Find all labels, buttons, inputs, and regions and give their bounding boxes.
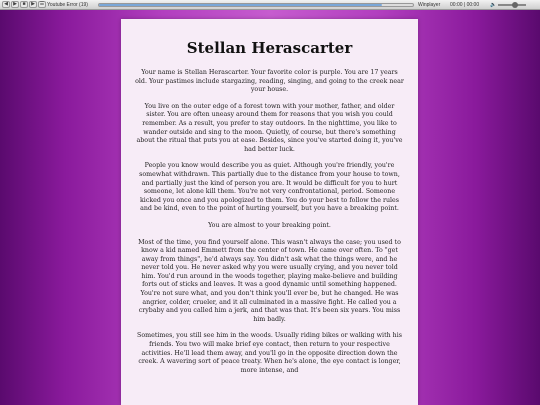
track-title: Youtube Error (19) [47, 2, 88, 8]
paragraph: You live on the outer edge of a forest town with your mother, father, and older sister. You are often uneasy around them for reasons that you wish you could remember. As a result, you prefer to stay outdoors. In the nighttime, you like to wander outside and sing to the moon. Quietly, of course, but there's something about the ritual that puts you at ease. Besides, since you've started doing it, you've had better luck. [136, 102, 403, 153]
volume-icon[interactable]: 🔈 [490, 2, 497, 8]
stop-button[interactable]: ■ [20, 1, 28, 8]
play-button[interactable]: ▶ [11, 1, 19, 8]
paragraph: You are almost to your breaking point. [208, 221, 331, 229]
seek-fill [99, 4, 382, 6]
rewind-button[interactable]: ◀ [2, 1, 10, 8]
volume-slider[interactable] [498, 4, 526, 6]
menu-button[interactable]: ☰ [39, 1, 45, 7]
seek-bar[interactable] [98, 3, 414, 7]
paragraph: Sometimes, you still see him in the woods. Usually riding bikes or walking with his friends. You two will make brief eye contact, then return to your respective activities. He'll lead them away, and you'll go in the opposite direction down the creek. A wavering sort of peace treaty. When he's alone, the eye contact is longer, more intense, and [137, 332, 402, 374]
page-title: Stellan Herascarter [186, 39, 353, 57]
forward-button[interactable]: ▶ [29, 1, 37, 8]
paragraph: Your name is Stellan Herascarter. Your favorite color is purple. You are 17 years old. Your pastimes include stargazing, reading, singing, and going to the creek near your house. [135, 69, 404, 94]
paragraph: People you know would describe you as quiet. Although you're friendly, you're somewhat withdrawn. This partially due to the distance from your house to town, and partially just the kind of person you are. It would be difficult for you to hurt someone, let alone kill them. You're not very confrontational, period. Someone kicked you once and you apologized to them. You do your best to follow the rules and be kind, even to the point of hurting yourself, but you have a breaking point. [139, 162, 400, 213]
content-page [121, 19, 418, 405]
player-app-name: Winplayer [418, 2, 441, 8]
time-readout: 00:00 | 00:00 [450, 2, 480, 8]
volume-knob[interactable] [512, 2, 518, 8]
media-player-bar [0, 0, 540, 10]
paragraph: Most of the time, you find yourself alone. This wasn't always the case; you used to know a kid named Emmett from the center of town. He came over often. To "get away from things", he'd always say. You didn't ask what the things were, and he never told you. He never asked why you were usually crying, and you never told him. You'd run around in the woods together, playing make-believe and building forts out of sticks and leaves. It was a good dynamic until something happened. You're not sure what, and you don't think you'll ever be, but he changed. He was angrier, colder, crueler, and it all culminated in a massive fight. He called you a crybaby and you called him a jerk, and that was that. It's been six years. You miss him badly. [138, 238, 401, 323]
